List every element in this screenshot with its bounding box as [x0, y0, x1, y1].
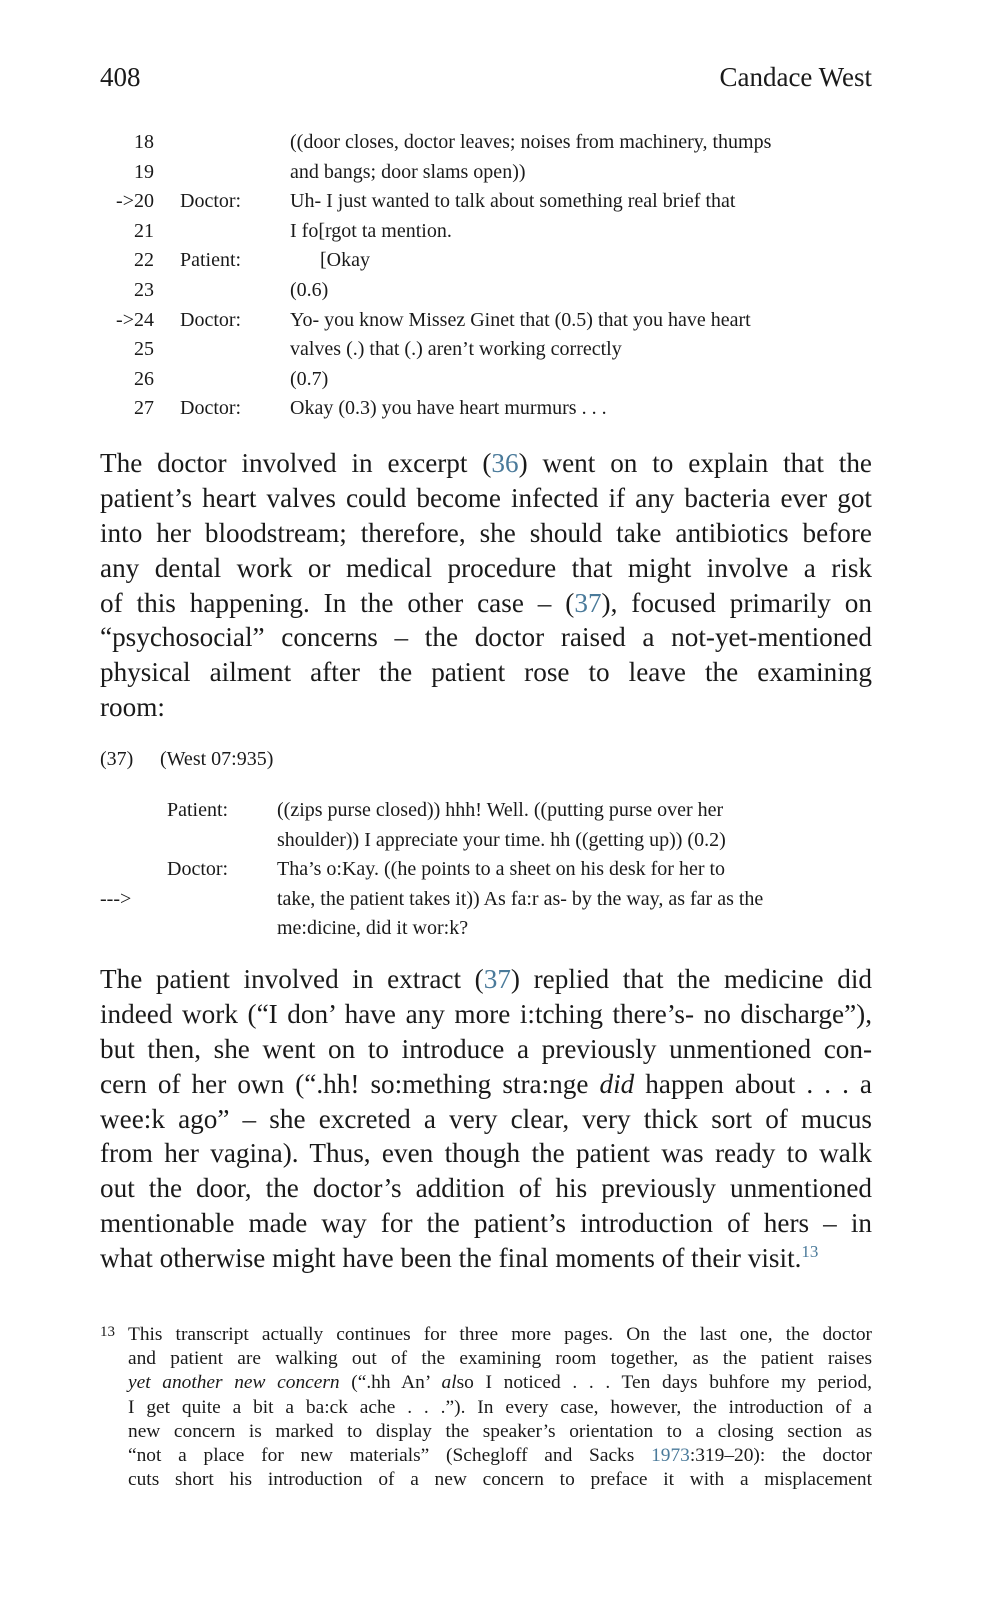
- transcript-line: 26 (0.7): [134, 367, 329, 390]
- running-header: [100, 62, 872, 102]
- excerpt-link-37[interactable]: 37: [574, 587, 602, 618]
- footnote-ref-13[interactable]: 13: [801, 1242, 819, 1262]
- transcript-line: Doctor: Tha’s o:Kay. ((he points to a sheet on his desk for her to: [167, 858, 726, 881]
- transcript-line: 22 Patient: [Okay: [134, 249, 370, 272]
- transcript-line: 18 ((door closes, doctor leaves; noises from machinery, thumps: [134, 131, 772, 153]
- transcript-36: [100, 128, 872, 424]
- transcript-line: 23 (0.6): [134, 278, 329, 301]
- book-page: 408 Candace West 18 ((door closes, doctor leaves; noises from machinery, thumps 19 and bangs; door slams open)) ->20 Doctor: Uh- I just wanted to talk about something real brief that 21 I fo[rgot ta mention. 22 Patient: [Okay 23 (0.6) ->24 Doctor: Yo- you know Missez Ginet that (0.5) that you have heart 25 valves (.) that (.) aren’t working correctly 26 (0.7) 27 Doctor: Okay (0.3) you have heart murmurs . . . The doctor involved in excerpt (36) went on to explain that the patient’s heart valves could become infected if any bacteria ever got into her bloodstream; therefore, she should take antibiotics before any dental work or medical procedure that might involve a risk of this happening. In the other case – (37), focused primarily on “psychosocial” concerns – the doctor raised a not-yet-mentioned physical ailment after the patient rose to leave the examining room: (37) (West 07:935) Patient: ((zips purse closed)) hhh! Well. ((putting purse over her shoulder)) I appreciate your time. hh ((getting up)) (0.2) Doctor: Tha’s o:Kay. ((he points to a sheet on his desk for her to ---> take, the patient takes it)) As fa:r as- by the way, as far as the me:dicine, did it wor:k? The patient involved in extract (37) replied that the medicine did indeed work (“I don’ have any more i:tching there’s- no discharge”), but then, she went on to introduce a previously unmentioned con- cern of her own (“.hh! so:mething stra:nge did happen about . . . a wee:k ago” – she excreted a very clear, very thick sort of mucus from her vagina). Thus, even though the patient was ready to walk out the door, the doctor’s addition of his previously unmentioned mentionable made way for the patient’s introduction of hers – in what otherwise might have been the final moments of their visit.$^{13}$ 13 This transcript actually continues for three more pages. On the last one, the doctor and patient are walking out of the examining room together, as the patient raises yet another new concern (“.hh An’ also I noticed . . . Ten days buhfore my period, I get quite a bit a ba:ck ache . . .”). In every case, however, the introduction of a new concern is marked to display the speaker’s orientation to a closing section as “not a place for new materials” (Schegloff and Sacks 1973:319–20): the doctor cuts short his introduction of a new concern to preface it with a misplacement: [100, 62, 872, 1491]
- excerpt-source: (West 07:935): [160, 748, 274, 770]
- transcript-line: ---> take, the patient takes it)) As fa:r as- by the way, as far as the: [100, 887, 764, 910]
- transcript-line: 21 I fo[rgot ta mention.: [134, 219, 452, 242]
- citation-link-1973[interactable]: 1973: [651, 1444, 690, 1466]
- transcript-37: [100, 796, 872, 944]
- transcript-line: ->20 Doctor: Uh- I just wanted to talk about something real brief that: [116, 190, 736, 213]
- transcript-line: 27 Doctor: Okay (0.3) you have heart murmurs . . .: [134, 397, 607, 420]
- excerpt-link-37[interactable]: 37: [483, 964, 511, 994]
- transcript-line: 25 valves (.) that (.) aren’t working correctly: [134, 338, 622, 361]
- transcript-line: shoulder)) I appreciate your time. hh ((getting up)) (0.2): [277, 828, 726, 851]
- transcript-line: me:dicine, did it wor:k?: [277, 917, 469, 940]
- excerpt-number: (37): [100, 748, 134, 770]
- excerpt-link-36[interactable]: 36: [491, 448, 519, 478]
- body-paragraph-1: The doctor involved in excerpt (36) went on to explain that the patient’s heart valves could become infected if any bacteria ever got into her bloodstream; therefore, she should take antibiotics before any dental work or medical procedure that might involve a risk of this happening. In the other case – (37), focused primarily on “psychosocial” concerns – the doctor raised a not-yet-mentioned physical ailment after the patient rose to leave the examining room:: [100, 448, 872, 723]
- body-paragraph-2: The patient involved in extract (37) replied that the medicine did indeed work (“I don’ have any more i:tching there’s- no discharge”), but then, she went on to introduce a previously unmentioned con- cern of her own (“.hh! so:mething stra:nge did happen about . . . a wee:k ago” – she excreted a very clear, very thick sort of mucus from her vagina). Thus, even though the patient was ready to walk out the door, the doctor’s addition of his previously unmentioned mentionable made way for the patient’s introduction of hers – in what otherwise might have been the final moments of their visit.$^{13}$: [100, 964, 872, 1274]
- transcript-line: ->24 Doctor: Yo- you know Missez Ginet that (0.5) that you have heart: [116, 308, 751, 331]
- running-head-author: Candace West: [719, 62, 872, 92]
- page-number: 408: [100, 62, 141, 92]
- transcript-line: Patient: ((zips purse closed)) hhh! Well. ((putting purse over her: [167, 799, 724, 821]
- footnote-mark: 13: [100, 1324, 115, 1340]
- transcript-line: 19 and bangs; door slams open)): [134, 160, 526, 183]
